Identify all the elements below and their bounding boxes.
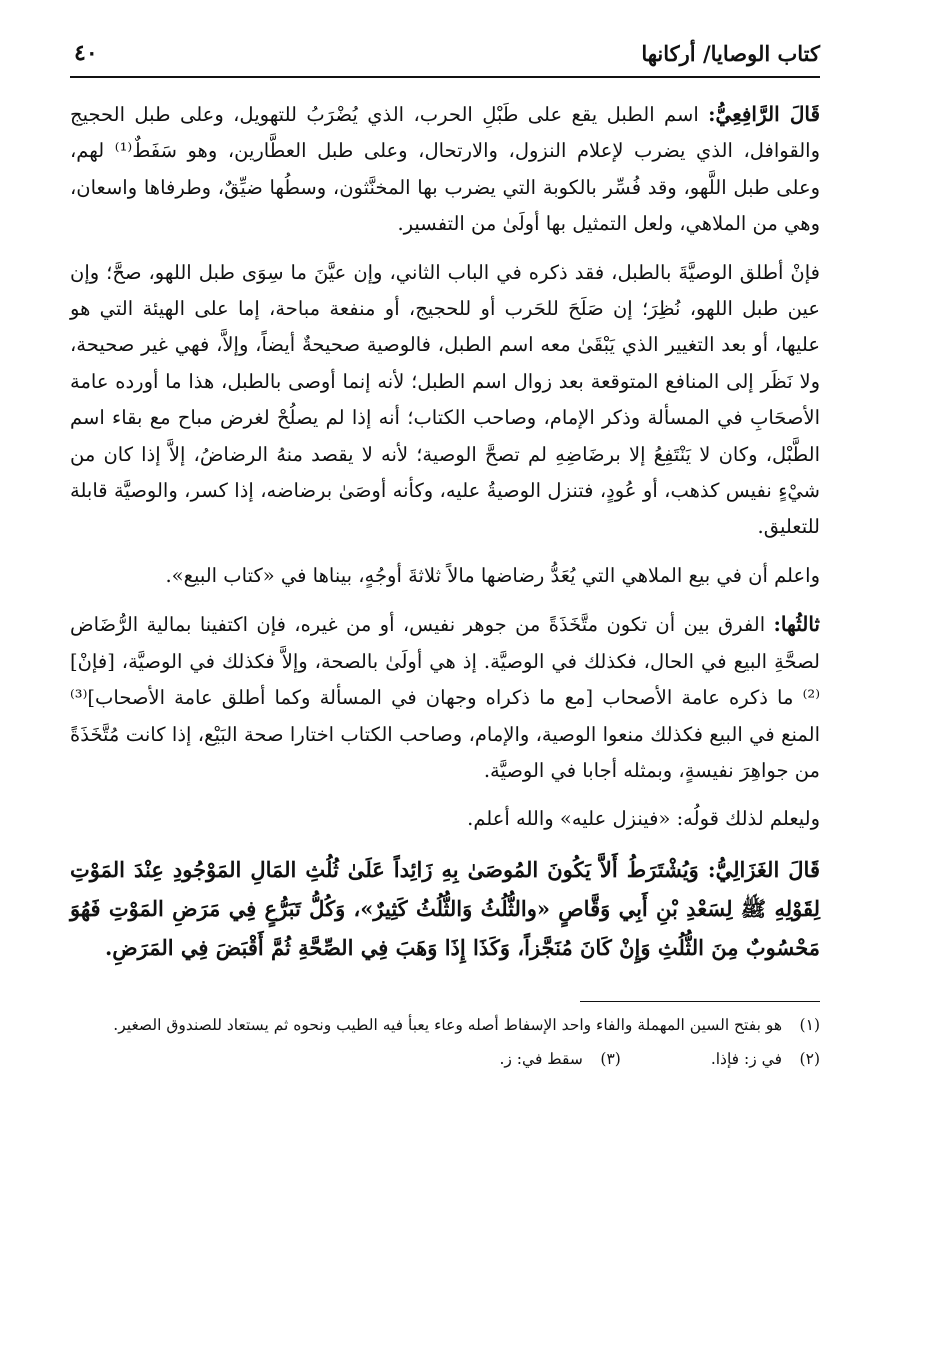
footnote-divider bbox=[580, 1001, 820, 1002]
paragraph-third-view bbox=[70, 606, 820, 789]
paragraph-body: وليعلم لذلك قولُه: «فينزل عليه» والله أعلم. bbox=[467, 807, 820, 831]
footnote-2 bbox=[711, 1046, 820, 1072]
footnote-text: سقط في: ز. bbox=[499, 1049, 583, 1068]
paragraph-lead: ثالثُها: bbox=[773, 612, 820, 637]
paragraph-body: اسم الطبل يقع على طَبْلِ الحرب، الذي يُضْرَبُ للتهويل، وعلى طبل الحجيج والقوافل، الذي يضرب لإعلام النزول، والارتحال، وعلى طبل العطَّارين، وهو سَفَطٌ⁽¹⁾ لهم، وعلى طبل اللَّهو، وقد فُسِّر بالكوبة التي يضرب بها المخنَّثون، وسطُها ضيِّقٌ، وطرفاها واسعان، وهي من الملاهي، ولعل التمثيل بها أولَىٰ من التفسير. bbox=[70, 103, 820, 236]
footnote-row bbox=[70, 1046, 820, 1072]
footnote-number: (٢) bbox=[799, 1049, 820, 1068]
paragraph-sale-of-instruments bbox=[70, 558, 820, 594]
ghazali-matn bbox=[70, 850, 820, 967]
footnote-number: (٣) bbox=[600, 1049, 621, 1068]
page-header bbox=[70, 40, 820, 78]
footnote-3 bbox=[499, 1046, 620, 1072]
footnotes bbox=[70, 1012, 820, 1072]
footnote-text: هو بفتح السين المهملة والفاء واحد الإسفاط أصله وعاء يعبأ فيه الطيب ونحوه ثم يستعاد للصندوق الصغير. bbox=[113, 1015, 782, 1034]
footnote-number: (١) bbox=[799, 1015, 820, 1034]
document-page bbox=[70, 40, 820, 1072]
footnote-1 bbox=[70, 1012, 820, 1038]
matn-body: وَيُشْتَرَطُ أَلاَّ يَكُونَ المُوصَىٰ بِهِ زَائِداً عَلَىٰ ثُلُثِ المَالِ المَوْجُودِ عِنْدَ المَوْتِ لِقَوْلِهِ ﷺ لِسَعْدِ بْنِ أَبِي وَقَّاصٍ «والثُّلُثُ وَالثُّلُثُ كَثِيرٌ»، وَكُلُّ تَبَرُّعٍ فِي مَرَضِ المَوْتِ فَهُوَ مَحْسُوبٌ مِنَ الثُّلُثِ وَإِنْ كَانَ مُنَجَّزاً، وَكَذَا إِذَا وَهَبَ فِي الصِّحَّةِ ثُمَّ أَقْبَضَ فِي المَرَضِ. bbox=[70, 856, 820, 960]
paragraph-body: واعلم أن في بيع الملاهي التي يُعَدُّ رضاضها مالاً ثلاثةَ أوجُهٍ، بيناها في «كتاب البيع». bbox=[165, 563, 820, 587]
paragraph-rafii-definition bbox=[70, 96, 820, 243]
matn-lead: قَالَ الغَزَالِيُّ: bbox=[707, 856, 820, 882]
running-title: كتاب الوصايا/ أركانها bbox=[641, 41, 820, 66]
paragraph-bequest-drum bbox=[70, 255, 820, 546]
footnote-text: في ز: فإذا. bbox=[710, 1049, 782, 1068]
paragraph-lead: قَالَ الرَّافِعِيُّ: bbox=[708, 102, 821, 126]
paragraph-body: فإنْ أطلق الوصيَّةَ بالطبل، فقد ذكره في الباب الثاني، وإن عيَّنَ ما سِوَى طبل اللهو، صحَّ؛ وإن عين طبل اللهو، نُظِرَ؛ إن صَلَحَ للحَرب أو للحجيج، أو منفعة مباحة، إما على الهيئة التي هو عليها، أو بعد التغيير الذي يَبْقَىٰ معه اسم الطبل، فالوصية صحيحةٌ أيضاً، وإلاَّ، فهي غير صحيحة، ولا نَظَر إلى المنافع المتوقعة بعد زوال اسم الطبل؛ لأنه إنما أوصى بالطبل، هذا ما أورده عامة الأصحَابِ في المسألة وذكر الإمام، وصاحب الكتاب؛ أنه إذا لم يصلُحْ لغرض مباح مع بقاء اسم الطَّبْل، وكان لا يَنْتَفِعُ إلا برضَاضِهِ لم تصحَّ الوصية؛ لأنه لا يقصد منهُ الرضاضُ، إلاَّ إذا كان من شيْءٍ نفيس كذهب، أو عُودٍ، فتنزل الوصيةُ عليه، وكأنه أوصَىٰ برضاضه، إذا كسر، والوصيَّة قابلة للتعليق. bbox=[70, 260, 820, 539]
paragraph-body: الفرق بين أن تكون متَّخَذَةً من جوهر نفيس، أو من غيره، فإن اكتفينا بمالية الرُّضَاض لصحَّةِ البيع في الحال، فكذلك في الوصيَّة. إذ هي أولَىٰ بالصحة، وإلاَّ فكذلك في الوصيَّة، [فإنْ]⁽²⁾ ما ذكره عامة الأصحاب [مع ما ذكراه وجهان في المسألة وكما أطلق عامة الأصحاب]⁽³⁾ المنع في البيع فكذلك منعوا الوصية، والإمام، وصاحب الكتاب اختارا صحة البَيْع، إذا كانت مُتَّخَذَةً من جواهِرَ نفيسةٍ، وبمثله أجابا في الوصيَّة. bbox=[70, 613, 820, 782]
paragraph-note bbox=[70, 801, 820, 837]
page-number: ٤٠ bbox=[74, 40, 98, 66]
main-text bbox=[70, 96, 820, 967]
